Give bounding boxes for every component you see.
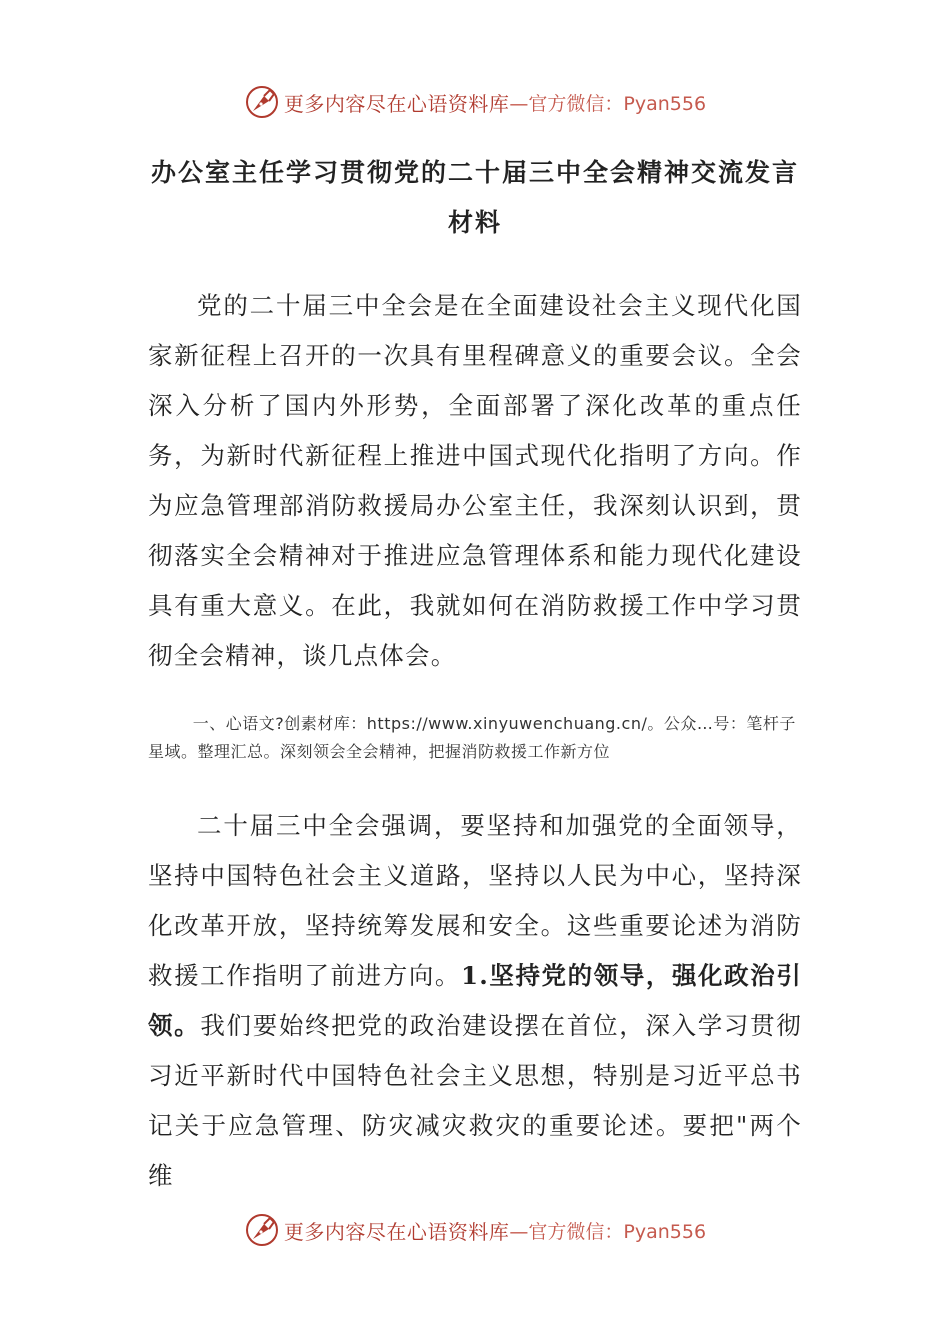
body-paragraph-bold-point: 1.坚持党的领导，强化政治引领。 — [148, 961, 802, 1040]
banner-main-text: 更多内容尽在心语资料库 — [283, 91, 510, 116]
body-paragraph — [148, 801, 802, 1201]
intro-paragraph: 党的二十届三中全会是在全面建设社会主义现代化国家新征程上召开的一次具有里程碑意义的重要会议。全会深入分析了国内外形势，全面部署了深化改革的重点任务，为新时代新征程上推进中国式现代化指明了方向。作为应急管理部消防救援局办公室主任，我深刻认识到，贯彻落实全会精神对于推进应急管理体系和能力现代化建设具有重大意义。在此，我就如何在消防救援工作中学习贯彻全会精神，谈几点体会。 — [148, 291, 802, 670]
body-paragraph-lead: 二十届三中全会强调，要坚持和加强党的全面领导，坚持中国特色社会主义道路，坚持以人民为中心，坚持深化改革开放，坚持统筹发展和安全。这些重要论述为消防救援工作指明了前进方向。 — [148, 811, 802, 990]
section-heading: 一、心语文?创素材库：https://www.xinyuwenchuang.cn/。公众…号：笔杆子星域。整理汇总。深刻领会全会精神，把握消防救援工作新方位 — [148, 714, 796, 761]
pen-nib-logo-icon — [244, 84, 280, 120]
footer-banner — [0, 1210, 950, 1250]
document-title: 办公室主任学习贯彻党的二十届三中全会精神交流发言材料 — [150, 158, 799, 237]
banner-wechat-text: —官方微信：Pyan556 — [509, 1220, 707, 1243]
header-banner — [0, 82, 950, 122]
banner-wechat-text: —官方微信：Pyan556 — [509, 92, 707, 115]
banner-main-text: 更多内容尽在心语资料库 — [283, 1219, 510, 1244]
body-paragraph-tail: 我们要始终把党的政治建设摆在首位，深入学习贯彻习近平新时代中国特色社会主义思想，特别是习近平总书记关于应急管理、防灾减灾救灾的重要论述。要把"两个维 — [148, 1011, 802, 1190]
pen-nib-logo-icon — [244, 1212, 280, 1248]
